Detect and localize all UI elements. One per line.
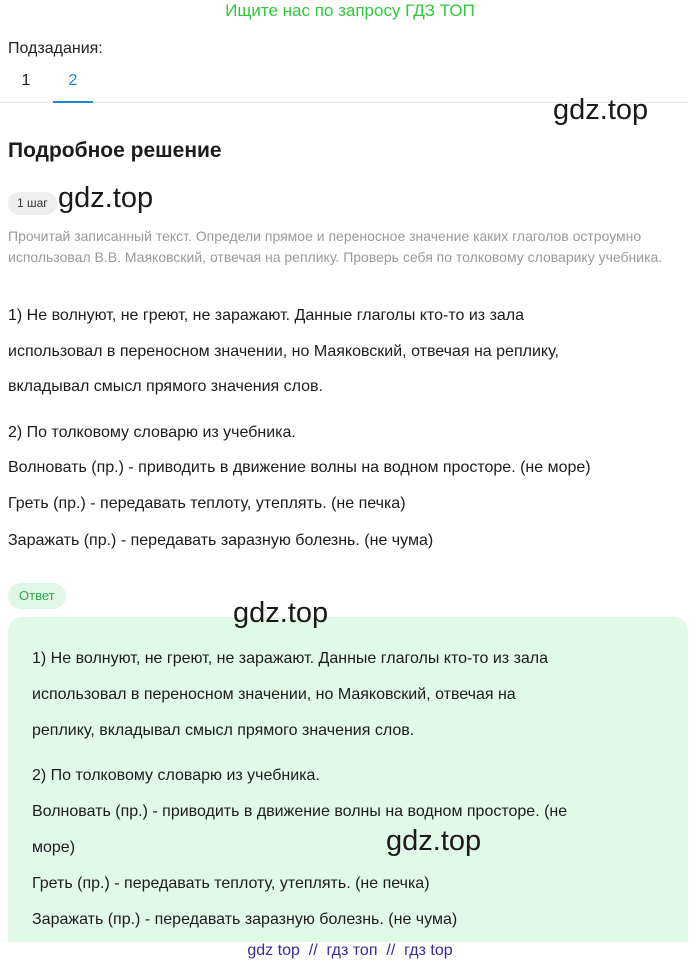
answer-line: Греть (пр.) - передавать теплоту, утеплять. (не печка)	[32, 875, 430, 892]
search-promo-banner: Ищите нас по запросу ГДЗ ТОП	[225, 1, 475, 20]
answer-badge: Ответ	[8, 583, 66, 609]
answer-line: Заражать (пр.) - передавать заразную болезнь. (не чума)	[32, 911, 458, 928]
subtasks-label: Подзадания:	[8, 40, 103, 57]
watermark: gdz.top	[233, 597, 329, 629]
footer-links: gdz top // гдз топ // гдз top	[247, 942, 453, 959]
answer-line: реплику, вкладывал смысл прямого значения слов.	[32, 722, 415, 739]
watermark: gdz.top	[386, 825, 482, 857]
answer-line: Волновать (пр.) - приводить в движение волны на водном просторе. (не	[32, 803, 568, 820]
solution-line: Заражать (пр.) - передавать заразную болезнь. (не чума)	[8, 532, 434, 549]
solution-line: Греть (пр.) - передавать теплоту, утеплять. (не печка)	[8, 495, 406, 512]
watermark: gdz.top	[553, 94, 649, 126]
tab-subtask-2[interactable]: 2	[53, 72, 93, 103]
solution-line: использовал в переносном значении, но Маяковский, отвечая на реплику,	[8, 343, 559, 360]
task-statement: Прочитай записанный текст. Определи прямое и переносное значение каких глаголов остроумно использовал В.В. Маяковский, отвечая на реплику. Проверь себя по толковому словарику учебника.	[8, 228, 663, 265]
solution-line: 1) Не волнуют, не греют, не заражают. Данные глаголы кто-то из зала	[8, 307, 525, 324]
answer-line: 1) Не волнуют, не греют, не заражают. Данные глаголы кто-то из зала	[32, 650, 549, 667]
solution-line: 2) По толковому словарю из учебника.	[8, 424, 296, 441]
answer-line: использовал в переносном значении, но Маяковский, отвечая на	[32, 686, 516, 703]
tab-subtask-1[interactable]: 1	[21, 72, 31, 89]
solution-line: вкладывал смысл прямого значения слов.	[8, 378, 323, 395]
solution-line: Волновать (пр.) - приводить в движение волны на водном просторе. (не море)	[8, 459, 591, 476]
answer-line: 2) По толковому словарю из учебника.	[32, 767, 320, 784]
answer-line: море)	[32, 839, 76, 856]
watermark: gdz.top	[58, 182, 154, 214]
solution-title: Подробное решение	[8, 139, 222, 162]
step-badge: 1 шаг	[8, 192, 57, 215]
